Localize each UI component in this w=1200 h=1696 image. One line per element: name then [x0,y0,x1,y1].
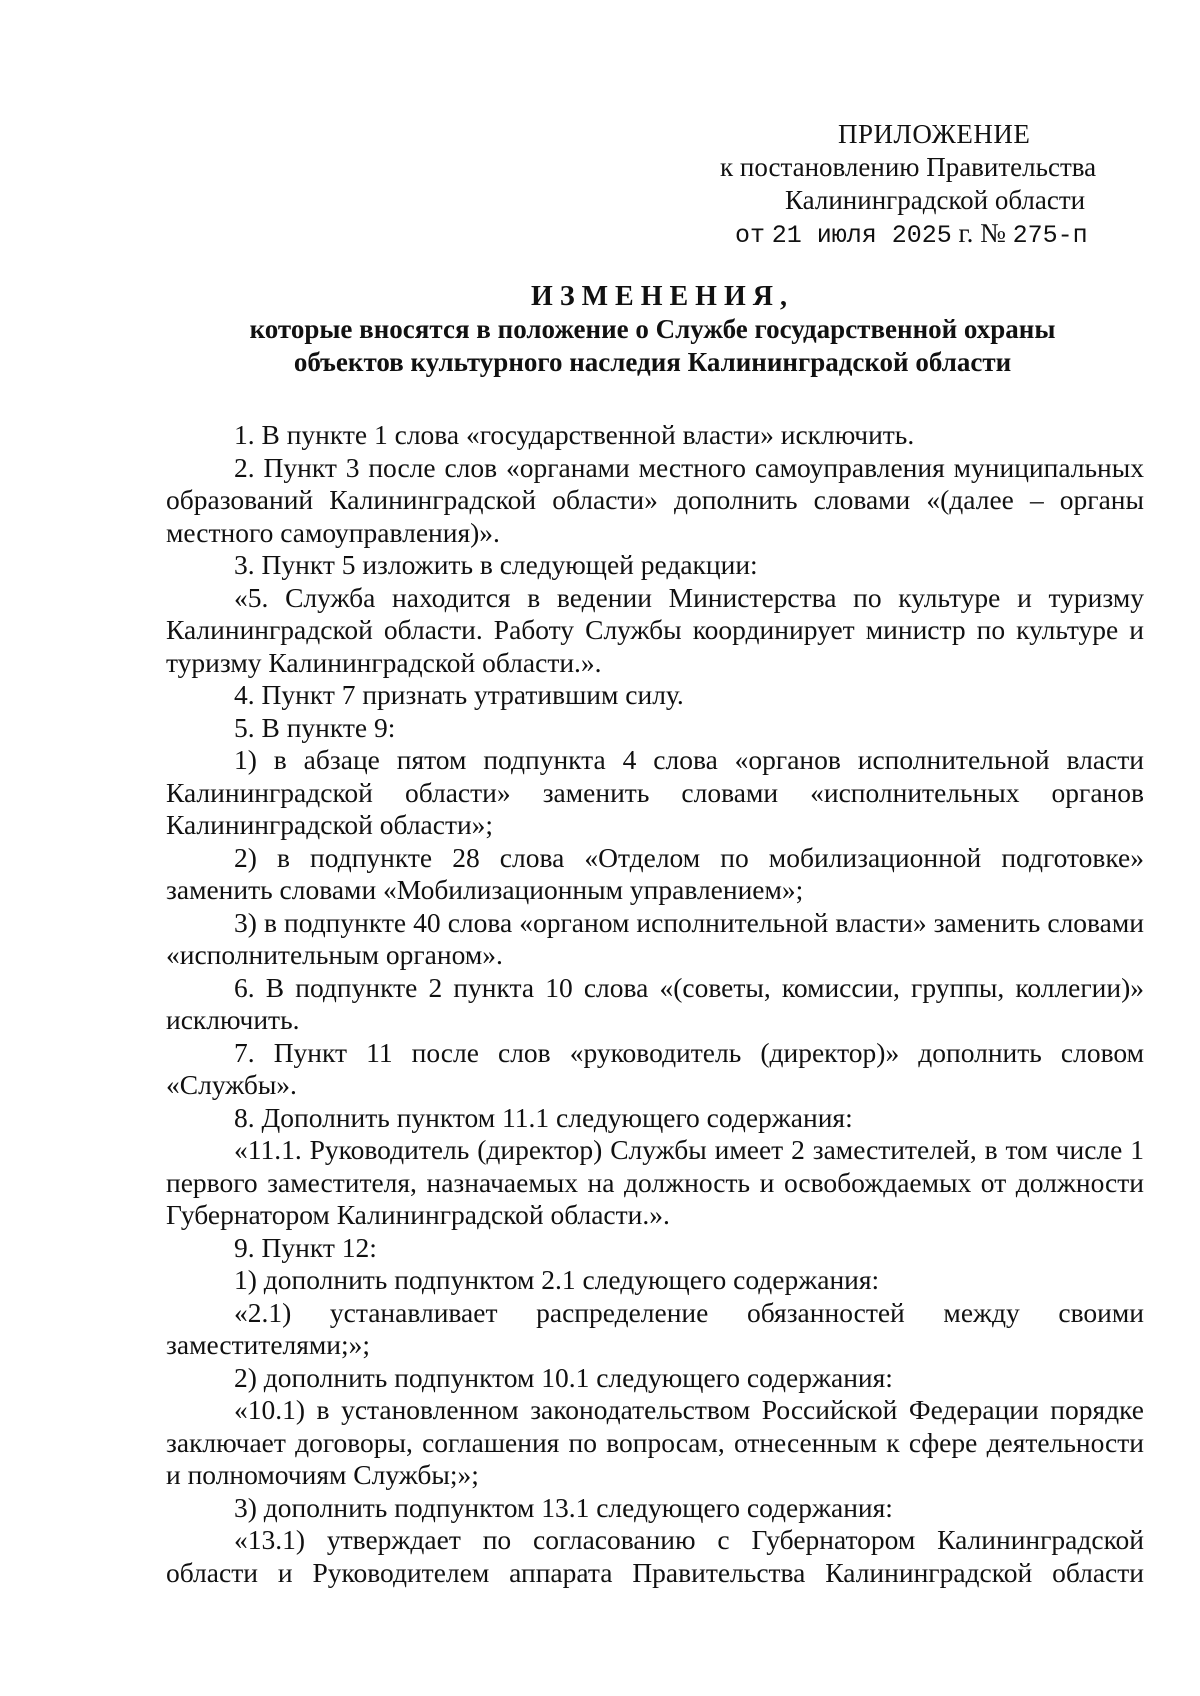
date-g-number-label: г. № [958,218,1006,248]
paragraph-20: «13.1) утверждает по согласованию с Губернатором Калининградской области и Руководителем аппарата Правительства Калининградской области [166,1524,1144,1588]
paragraph-4: «5. Служба находится в ведении Министерства по культуре и туризму Калининградской области. Работу Службы координирует министр по культуре и туризму Калининградской области.». [166,581,1144,678]
appendix-date-line [720,217,1150,252]
resolution-number: 275-п [1012,221,1088,250]
paragraph-9: 3) в подпункте 40 слова «органом исполнительной власти» заменить словами «исполнительным органом». [166,906,1144,970]
paragraph-18: «10.1) в установленном законодательством Российской Федерации порядке заключает договоры, соглашения по вопросам, отнесенным к сфере деятельности и полномочиям Службы;»; [166,1394,1144,1490]
appendix-block [720,118,1150,252]
paragraph-10: 6. В подпункте 2 пункта 10 слова «(советы, комиссии, группы, коллегии)» исключить. [166,971,1144,1035]
heading-title: ИЗМЕНЕНИЯ, [531,281,794,312]
date-prefix: от [735,221,766,250]
paragraph-2: 2. Пункт 3 после слов «органами местного самоуправления муниципальных образований Калининградской области» дополнить словами «(далее – органы местного самоуправления)». [166,451,1144,548]
paragraph-3: 3. Пункт 5 изложить в следующей редакции: [234,549,758,580]
paragraph-19: 3) дополнить подпунктом 13.1 следующего содержания: [234,1491,893,1523]
heading-subtitle-line2: объектов культурного наследия Калининградской области [293,347,1012,377]
appendix-title: ПРИЛОЖЕНИЕ [838,119,1031,149]
paragraph-14: 9. Пункт 12: [234,1231,377,1263]
paragraph-7: 1) в абзаце пятом подпункта 4 слова «органов исполнительной власти Калининградской области» заменить словами «исполнительных органов Калининградской области»; [166,744,1144,840]
paragraph-11: 7. Пункт 11 после слов «руководитель (директор)» дополнить словом «Службы». [166,1036,1144,1100]
paragraph-16: «2.1) устанавливает распределение обязанностей между своими заместителями;»; [166,1296,1144,1360]
date-value: 21 июля 2025 [771,221,952,250]
paragraph-5: 4. Пункт 7 признать утратившим силу. [234,679,684,710]
document-body [166,419,1144,1589]
paragraph-8: 2) в подпункте 28 слова «Отделом по мобилизационной подготовке» заменить словами «Мобилизационным управлением»; [166,841,1144,905]
paragraph-17: 2) дополнить подпунктом 10.1 следующего содержания: [234,1361,893,1393]
paragraph-6: 5. В пункте 9: [234,711,396,743]
paragraph-15: 1) дополнить подпунктом 2.1 следующего содержания: [234,1264,880,1295]
paragraph-1: 1. В пункте 1 слова «государственной власти» исключить. [234,419,915,450]
appendix-line-region: Калининградской области [785,185,1086,215]
paragraph-12: 8. Дополнить пунктом 11.1 следующего содержания: [234,1101,853,1133]
heading-subtitle-line1: которые вносятся в положение о Службе государственной охраны [249,314,1056,344]
document-heading [160,280,1145,379]
paragraph-13: «11.1. Руководитель (директор) Службы имеет 2 заместителей, в том числе 1 первого заместителя, назначаемых на должность и освобождаемых от должности Губернатором Калининградской области.». [166,1134,1144,1230]
appendix-line-resolution: к постановлению Правительства [720,152,1097,182]
